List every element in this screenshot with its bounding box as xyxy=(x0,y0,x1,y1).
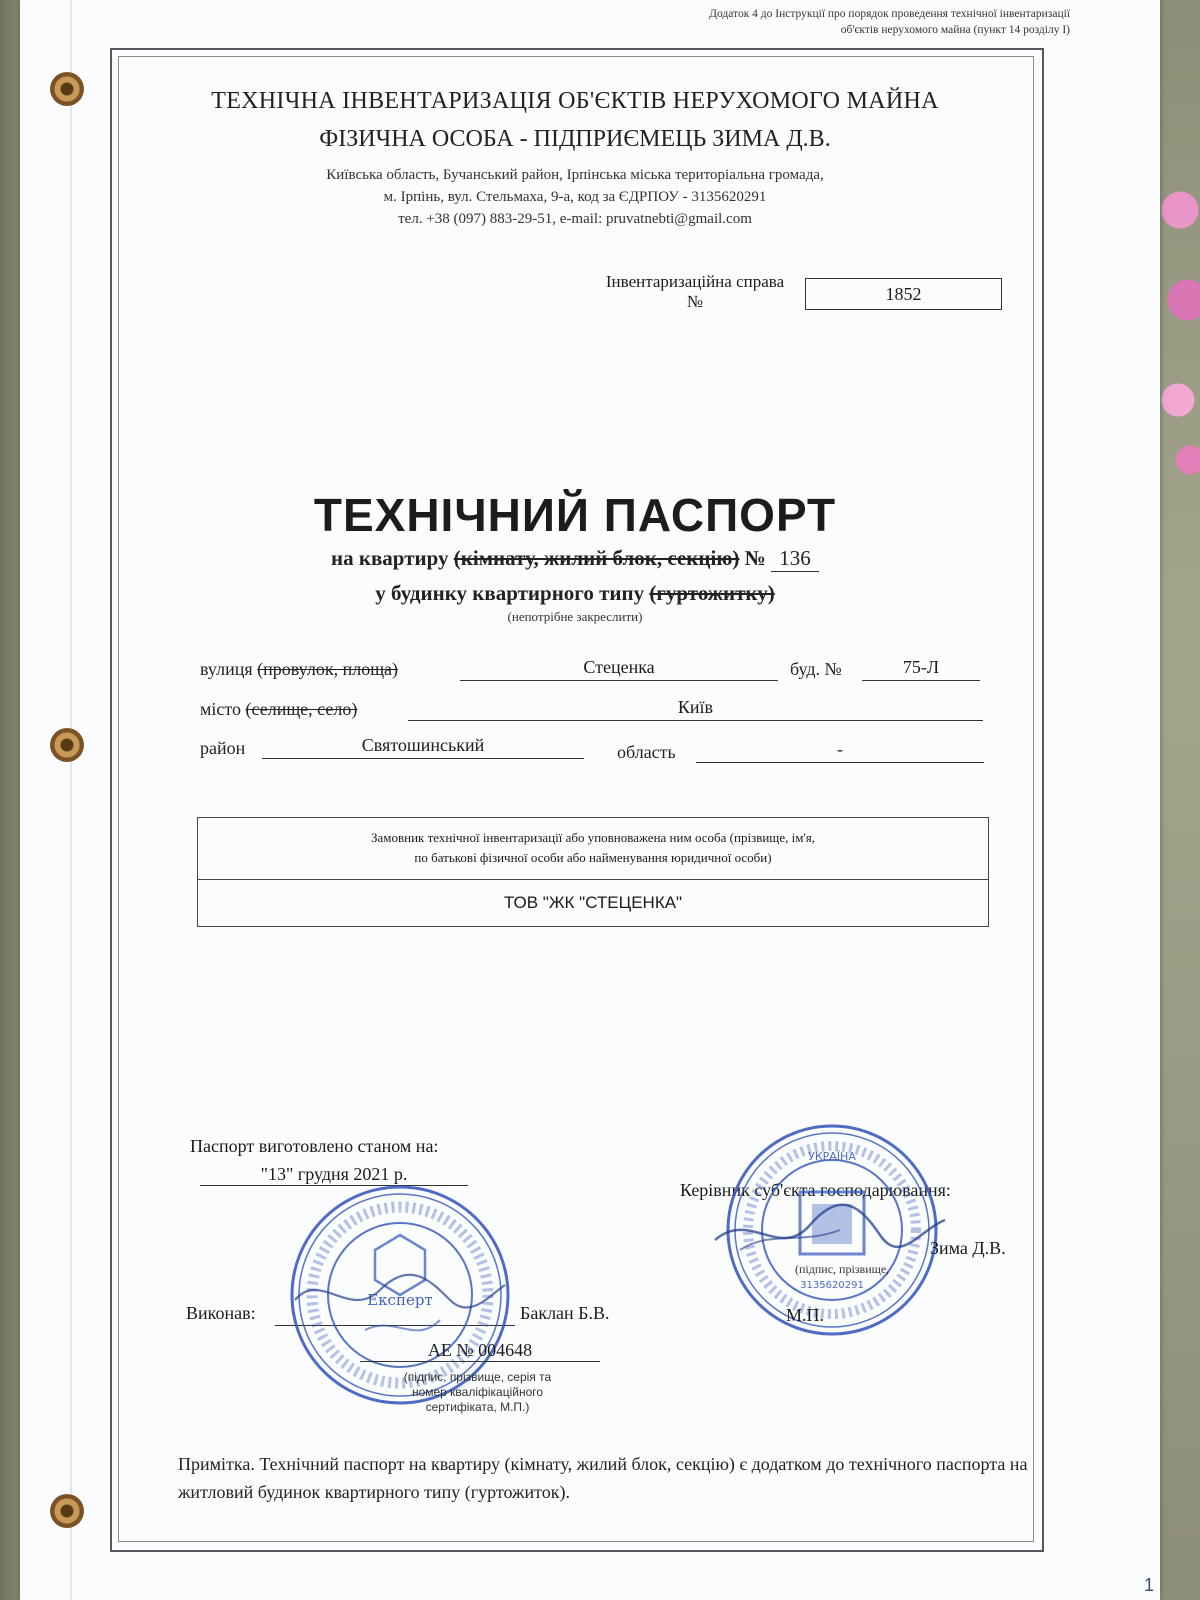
subtitle-line2-prefix: у будинку квартирного типу xyxy=(375,581,645,605)
organization-address xyxy=(118,164,1032,230)
executor-signature xyxy=(290,1260,510,1330)
certificate-number: АЕ № 004648 xyxy=(360,1340,600,1362)
appendix-line-1: Додаток 4 до Інструкції про порядок проведення технічної інвентаризації xyxy=(709,8,1070,20)
street-label-text: вулиця xyxy=(200,659,253,679)
stamp-country: УКРАЇНА xyxy=(808,1150,856,1163)
binding-hole xyxy=(50,728,84,762)
subtitle-line-2 xyxy=(118,581,1032,606)
organization-name: ФІЗИЧНА ОСОБА - ПІДПРИЄМЕЦЬ ЗИМА Д.В. xyxy=(319,126,831,152)
subtitle-line-1 xyxy=(118,546,1032,572)
building-label: буд. № xyxy=(790,659,842,679)
head-name: Зима Д.В. xyxy=(930,1238,1006,1258)
city-label-struck: (селище, село) xyxy=(245,699,358,719)
passport-made-label: Паспорт виготовлено станом на: xyxy=(190,1136,439,1156)
inventory-number: 1852 xyxy=(805,278,1002,310)
passport-date: "13" грудня 2021 р. xyxy=(200,1164,468,1186)
inventory-label: Інвентаризаційна справа № xyxy=(605,272,785,311)
head-sign-label: (підпис, прізвище, xyxy=(795,1262,890,1276)
certificate-note xyxy=(350,1370,605,1415)
footnote: Примітка. Технічний паспорт на квартиру (кімнату, жилий блок, секцію) є додатком до технічного паспорта на житловий будинок квартирного типу (гуртожиток). xyxy=(178,1454,1028,1502)
executor-name: Баклан Б.В. xyxy=(520,1303,610,1323)
organization-heading: ТЕХНІЧНА ІНВЕНТАРИЗАЦІЯ ОБ'ЄКТІВ НЕРУХОМОГО МАЙНА xyxy=(211,88,939,114)
head-label: Керівник суб'єкта господарювання: xyxy=(680,1180,951,1200)
strike-note: (непотрібне закреслити) xyxy=(507,609,643,624)
binding-hole xyxy=(50,72,84,106)
city-label-text: місто xyxy=(200,699,242,719)
subtitle-struck: (кімнату, жилий блок, секцію) xyxy=(453,546,740,570)
executor-label: Виконав: xyxy=(186,1303,256,1323)
stamp-code: 3135620291 xyxy=(800,1280,864,1291)
binding-line xyxy=(70,0,72,1600)
city-label xyxy=(200,699,357,720)
customer-header-line-1: Замовник технічної інвентаризації або уповноважена ним особа (прізвище, ім'я, xyxy=(370,830,815,845)
customer-value: ТОВ "ЖК "СТЕЦЕНКА" xyxy=(503,893,683,912)
address-line-2: м. Ірпінь, вул. Стельмаха, 9-а, код за ЄДРПОУ - 3135620291 xyxy=(383,189,767,205)
appendix-note xyxy=(550,6,1070,38)
background-flowers xyxy=(1160,150,1200,480)
page-number: 1 xyxy=(1143,1575,1154,1595)
building-value: 75-Л xyxy=(862,656,980,681)
district-label: район xyxy=(200,738,246,758)
certificate-note-line-3: сертифіката, М.П.) xyxy=(425,1400,530,1414)
contact-line: тел. +38 (097) 883-29-51, e-mail: pruvatnebti@gmail.com xyxy=(398,211,752,227)
appendix-line-2: об'єктів нерухомого майна (пункт 14 розділу І) xyxy=(840,24,1070,36)
subtitle-line2-struck: (гуртожитку) xyxy=(649,581,775,605)
stamp-expert-label: Експерт xyxy=(367,1291,433,1309)
subtitle-num-label: № xyxy=(744,546,766,570)
apartment-number: 136 xyxy=(771,546,819,572)
city-value: Київ xyxy=(408,696,983,721)
certificate-note-line-1: (підпис, прізвище, серія та xyxy=(403,1370,552,1384)
street-label-struck: (провулок, площа) xyxy=(257,659,399,679)
street-value: Стеценка xyxy=(460,656,778,681)
customer-header xyxy=(198,818,988,880)
region-label: область xyxy=(617,742,676,762)
address-line-1: Київська область, Бучанський район, Ірпінська міська територіальна громада, xyxy=(326,167,824,183)
seal-mark: М.П. xyxy=(786,1305,825,1325)
document-title: ТЕХНІЧНИЙ ПАСПОРТ xyxy=(313,489,837,541)
customer-header-line-2: по батькові фізичної особи або найменування юридичної особи) xyxy=(414,850,772,865)
street-label xyxy=(200,659,398,680)
head-signature xyxy=(710,1190,950,1270)
customer-table xyxy=(197,817,989,927)
subtitle-prefix: на квартиру xyxy=(331,546,449,570)
binding-hole xyxy=(50,1494,84,1528)
certificate-note-line-2: номер кваліфікаційного xyxy=(411,1385,544,1399)
district-value: Святошинський xyxy=(262,734,584,759)
region-value: - xyxy=(696,738,984,763)
